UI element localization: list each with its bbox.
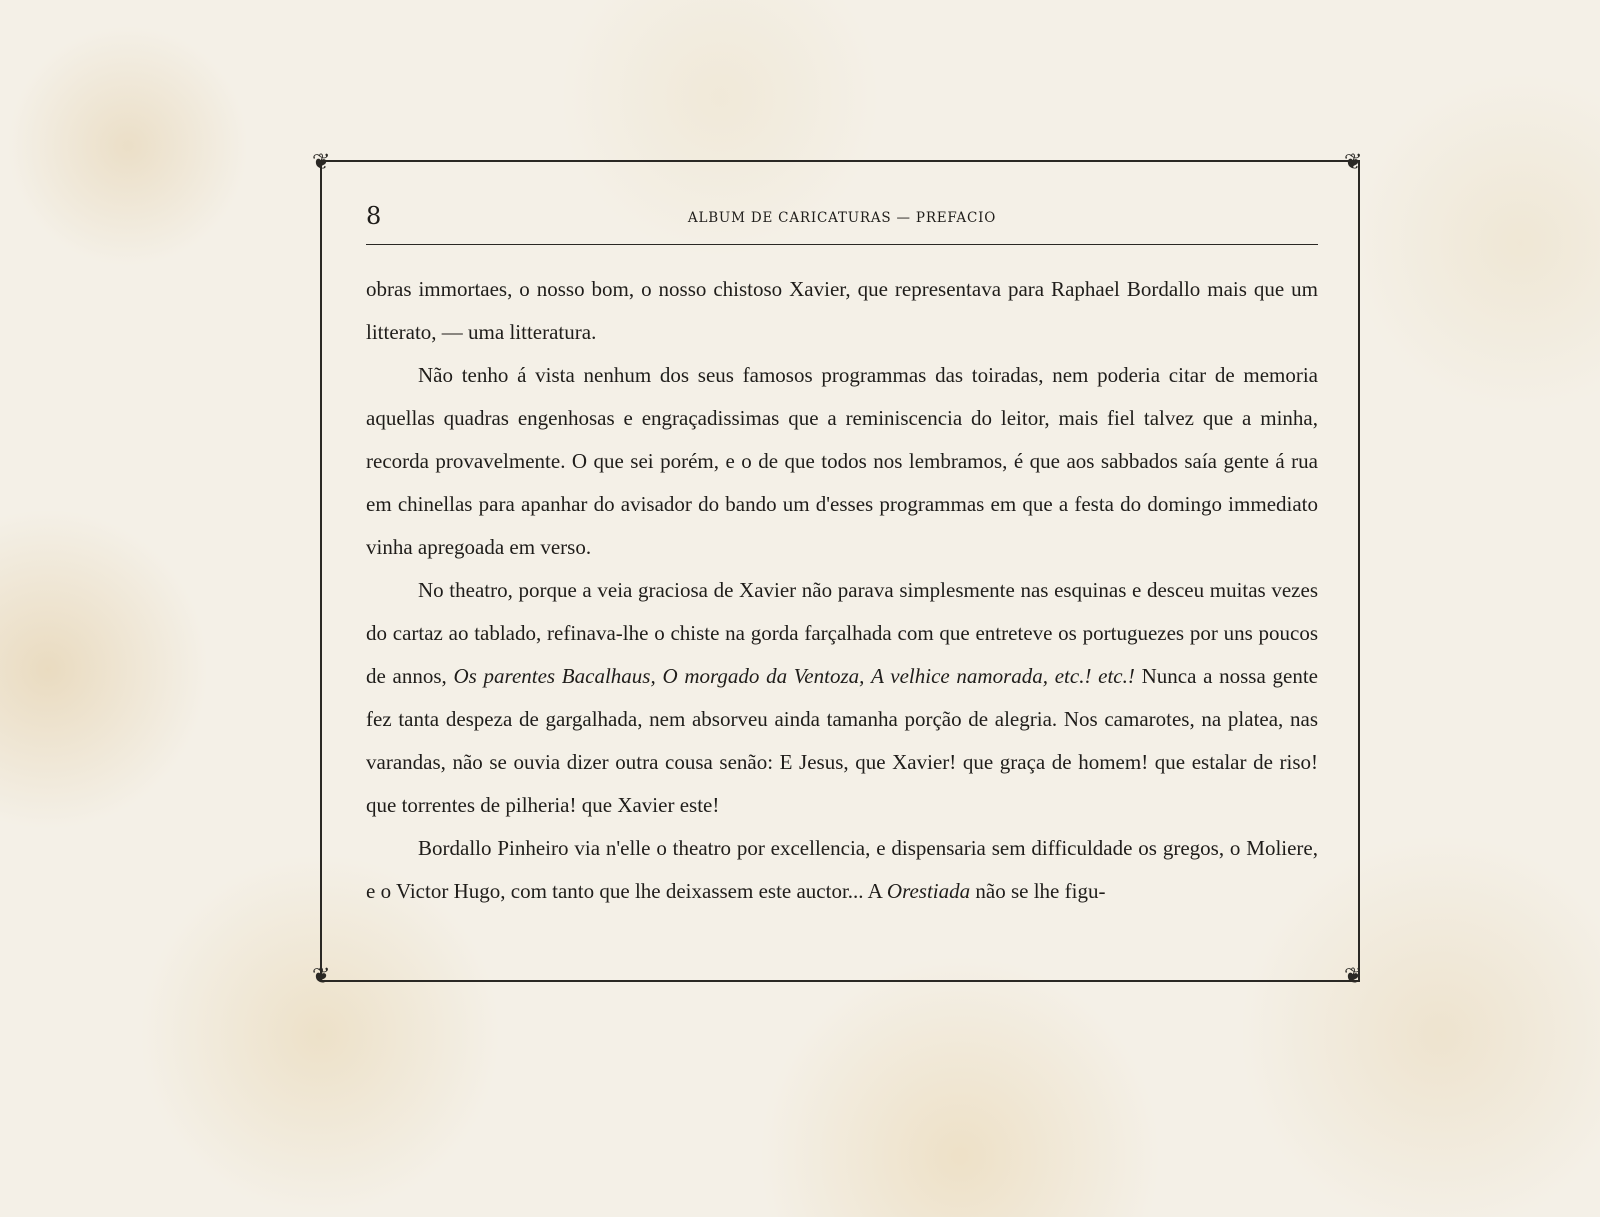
paragraph-4-text-before: Bordallo Pinheiro via n'elle o theatro por excellencia, e dispensaria sem difficuldade os gregos, o Moliere, e o Victor Hugo, com tanto que lhe deixassem este auctor... A bbox=[366, 836, 1318, 903]
corner-ornament-bottom-left-icon: ❦ bbox=[312, 964, 331, 989]
paragraph-4-text-after: não se lhe figu- bbox=[970, 879, 1106, 903]
play-title-morgado: O morgado da Ventoza, bbox=[662, 664, 865, 688]
paragraph-3-text-after: Nunca a nossa gente fez tanta despeza de gargalhada, nem absorveu ainda tamanha porção de alegria. Nos camarotes, na platea, nas varandas, não se ouvia dizer outra cousa senão: E Jesus, que Xavier! que graça de homem! que estalar de riso! que torrentes de pilheria! que Xavier este! bbox=[366, 664, 1318, 817]
corner-ornament-top-left-icon: ❦ bbox=[312, 150, 331, 175]
play-title-orestiada: Orestiada bbox=[886, 879, 971, 903]
play-title-parentes: Os parentes Bacalhaus, bbox=[453, 664, 656, 688]
running-head: ALBUM DE CARICATURAS — PREFACIO bbox=[687, 210, 997, 226]
corner-ornament-top-right-icon: ❦ bbox=[1344, 150, 1363, 175]
frame-bottom-line bbox=[320, 980, 1360, 982]
frame-top-line bbox=[320, 160, 1360, 162]
body-text bbox=[366, 268, 1318, 913]
frame-left-line bbox=[320, 160, 322, 982]
paragraph-2: Não tenho á vista nenhum dos seus famosos programmas das toiradas, nem poderia citar de memoria aquellas quadras engenhosas e engraçadissimas que a reminiscencia do leitor, mais fiel talvez que a minha, recorda provavelmente. O que sei porém, e o de que todos nos lembramos, é que aos sabbados saía gente á rua em chinellas para apanhar do avisador do bando um d'esses programmas em que a festa do domingo immediato vinha apregoada em verso. bbox=[366, 363, 1318, 559]
paragraph-3 bbox=[366, 569, 1318, 827]
play-title-velhice: A velhice namorada, etc.! etc.! bbox=[871, 664, 1135, 688]
corner-ornament-bottom-right-icon: ❦ bbox=[1344, 964, 1363, 989]
page-header bbox=[366, 200, 1318, 245]
paragraph-1: obras immortaes, o nosso bom, o nosso chistoso Xavier, que representava para Raphael Bordallo mais que um litterato, — uma litteratura. bbox=[366, 277, 1318, 344]
paragraph-4 bbox=[366, 827, 1318, 913]
paragraph-3-text-before: No theatro, porque a veia graciosa de Xavier não parava simplesmente nas esquinas e desceu muitas vezes do cartaz ao tablado, refinava-lhe o chiste na gorda farçalhada com que entreteve os portuguezes por uns poucos de annos, bbox=[366, 578, 1318, 688]
page-number: 8 bbox=[366, 202, 382, 230]
frame-right-line bbox=[1358, 160, 1360, 982]
